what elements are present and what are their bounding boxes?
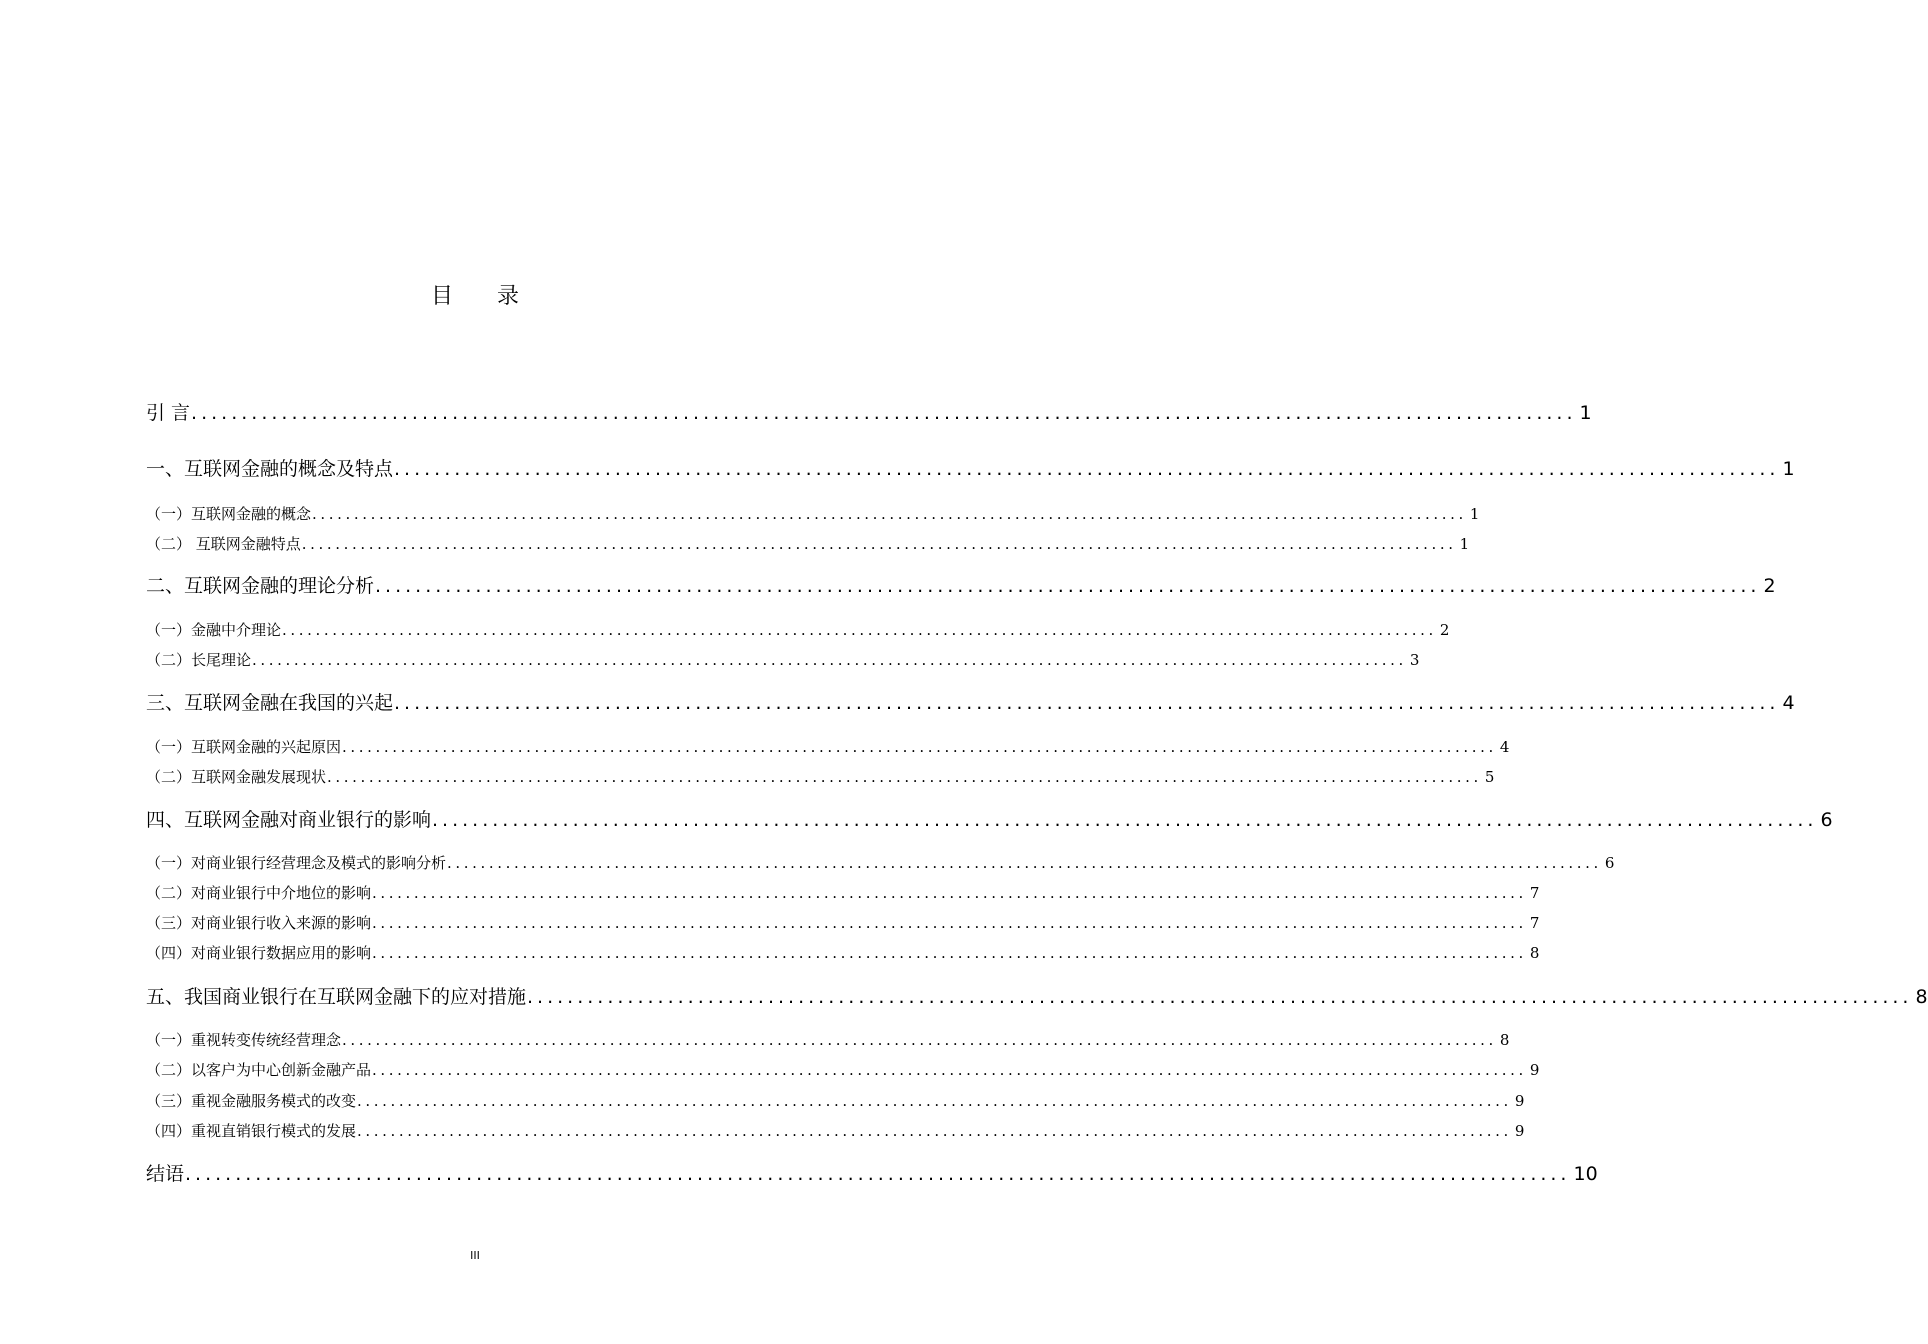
toc-entry-label: （一）互联网金融的概念 bbox=[146, 505, 312, 523]
toc-entry-section-2-2[interactable] bbox=[146, 649, 1420, 671]
toc-entry-label: （二）以客户为中心创新金融产品 bbox=[146, 1061, 372, 1079]
toc-leader-dots: .......................................................................................................................................... bbox=[372, 914, 1527, 932]
toc-leader-dots: .......................................................................................................................................... bbox=[394, 692, 1780, 714]
toc-entry-label: 二、互联网金融的理论分析 bbox=[146, 575, 375, 597]
toc-entry-section-4-3[interactable] bbox=[146, 912, 1540, 934]
toc-entry-label: （三）对商业银行收入来源的影响 bbox=[146, 914, 372, 932]
toc-entry-label: 引 言 bbox=[146, 402, 191, 424]
toc-entry-introduction[interactable] bbox=[146, 400, 1592, 426]
toc-entry-page: 4 bbox=[1782, 692, 1795, 714]
toc-leader-dots: .......................................................................................................................................... bbox=[342, 738, 1497, 756]
toc-entry-page: 1 bbox=[1459, 535, 1470, 553]
toc-entry-section-5-2[interactable] bbox=[146, 1059, 1540, 1081]
toc-entry-section-5-3[interactable] bbox=[146, 1090, 1525, 1112]
toc-entry-page: 2 bbox=[1763, 575, 1776, 597]
toc-entry-page: 7 bbox=[1529, 914, 1540, 932]
toc-leader-dots: .......................................................................................................................................... bbox=[342, 1031, 1497, 1049]
toc-entry-label: （三）重视金融服务模式的改变 bbox=[146, 1092, 357, 1110]
toc-leader-dots: .......................................................................................................................................... bbox=[447, 854, 1602, 872]
toc-entry-page: 8 bbox=[1915, 986, 1928, 1008]
toc-entry-page: 7 bbox=[1529, 884, 1540, 902]
toc-entry-page: 8 bbox=[1499, 1031, 1510, 1049]
toc-entry-page: 1 bbox=[1469, 505, 1480, 523]
toc-entry-label: （一）对商业银行经营理念及模式的影响分析 bbox=[146, 854, 447, 872]
toc-entry-label: （二）对商业银行中介地位的影响 bbox=[146, 884, 372, 902]
toc-leader-dots: .......................................................................................................................................... bbox=[252, 651, 1407, 669]
toc-entry-label: （一）互联网金融的兴起原因 bbox=[146, 738, 342, 756]
toc-entry-section-2-1[interactable] bbox=[146, 619, 1450, 641]
page-title: 目录 bbox=[430, 284, 563, 309]
toc-leader-dots: .......................................................................................................................................... bbox=[357, 1122, 1512, 1140]
toc-entry-label: （四）重视直销银行模式的发展 bbox=[146, 1122, 357, 1140]
toc-entry-label: （二） 互联网金融特点 bbox=[146, 535, 301, 553]
toc-entry-label: 四、互联网金融对商业银行的影响 bbox=[146, 809, 432, 831]
toc-leader-dots: .......................................................................................................................................... bbox=[191, 402, 1577, 424]
toc-entry-label: （一）金融中介理论 bbox=[146, 621, 282, 639]
toc-leader-dots: .......................................................................................................................................... bbox=[372, 884, 1527, 902]
toc-entry-page: 4 bbox=[1499, 738, 1510, 756]
toc-leader-dots: .......................................................................................................................................... bbox=[375, 575, 1761, 597]
toc-entry-section-5-4[interactable] bbox=[146, 1120, 1525, 1142]
toc-entry-label: 五、我国商业银行在互联网金融下的应对措施 bbox=[146, 986, 527, 1008]
toc-leader-dots: .......................................................................................................................................... bbox=[432, 809, 1818, 831]
toc-entry-page: 5 bbox=[1484, 768, 1495, 786]
toc-leader-dots: .......................................................................................................................................... bbox=[527, 986, 1913, 1008]
toc-entry-label: 一、互联网金融的概念及特点 bbox=[146, 458, 394, 480]
toc-entry-page: 9 bbox=[1529, 1061, 1540, 1079]
toc-entry-page: 10 bbox=[1573, 1163, 1598, 1185]
toc-leader-dots: .......................................................................................................................................... bbox=[185, 1163, 1571, 1185]
toc-leader-dots: .......................................................................................................................................... bbox=[372, 944, 1527, 962]
toc-entry-label: （二）长尾理论 bbox=[146, 651, 252, 669]
toc-entry-section-5-1[interactable] bbox=[146, 1029, 1510, 1051]
toc-entry-chapter-4[interactable] bbox=[146, 807, 1833, 833]
toc-entry-section-4-4[interactable] bbox=[146, 942, 1540, 964]
toc-entry-chapter-1[interactable] bbox=[146, 456, 1795, 482]
toc-entry-page: 6 bbox=[1820, 809, 1833, 831]
toc-entry-page: 8 bbox=[1529, 944, 1540, 962]
toc-entry-section-4-1[interactable] bbox=[146, 852, 1615, 874]
toc-entry-conclusion[interactable] bbox=[146, 1161, 1598, 1187]
toc-entry-label: （四）对商业银行数据应用的影响 bbox=[146, 944, 372, 962]
toc-entry-page: 2 bbox=[1439, 621, 1450, 639]
toc-entry-chapter-5[interactable] bbox=[146, 984, 1928, 1010]
toc-entry-label: 结语 bbox=[146, 1163, 185, 1185]
toc-leader-dots: .......................................................................................................................................... bbox=[282, 621, 1437, 639]
toc-leader-dots: .......................................................................................................................................... bbox=[357, 1092, 1512, 1110]
toc-leader-dots: .......................................................................................................................................... bbox=[327, 768, 1482, 786]
toc-leader-dots: .......................................................................................................................................... bbox=[312, 505, 1467, 523]
toc-entry-page: 3 bbox=[1409, 651, 1420, 669]
toc-entry-label: （二）互联网金融发展现状 bbox=[146, 768, 327, 786]
toc-entry-section-3-1[interactable] bbox=[146, 736, 1510, 758]
footer-page-number: III bbox=[470, 1249, 480, 1262]
toc-entry-page: 1 bbox=[1782, 458, 1795, 480]
toc-entry-page: 6 bbox=[1604, 854, 1615, 872]
toc-entry-page: 1 bbox=[1579, 402, 1592, 424]
toc-leader-dots: .......................................................................................................................................... bbox=[394, 458, 1780, 480]
toc-entry-label: （一）重视转变传统经营理念 bbox=[146, 1031, 342, 1049]
toc-leader-dots: .......................................................................................................................................... bbox=[372, 1061, 1527, 1079]
toc-entry-chapter-3[interactable] bbox=[146, 690, 1795, 716]
toc-entry-section-1-1[interactable] bbox=[146, 503, 1480, 525]
toc-entry-section-3-2[interactable] bbox=[146, 766, 1495, 788]
toc-leader-dots: .......................................................................................................................................... bbox=[301, 535, 1457, 553]
toc-entry-page: 9 bbox=[1514, 1092, 1525, 1110]
toc-entry-section-4-2[interactable] bbox=[146, 882, 1540, 904]
toc-entry-page: 9 bbox=[1514, 1122, 1525, 1140]
toc-entry-section-1-2[interactable] bbox=[146, 533, 1470, 555]
toc-entry-label: 三、互联网金融在我国的兴起 bbox=[146, 692, 394, 714]
toc-entry-chapter-2[interactable] bbox=[146, 573, 1776, 599]
